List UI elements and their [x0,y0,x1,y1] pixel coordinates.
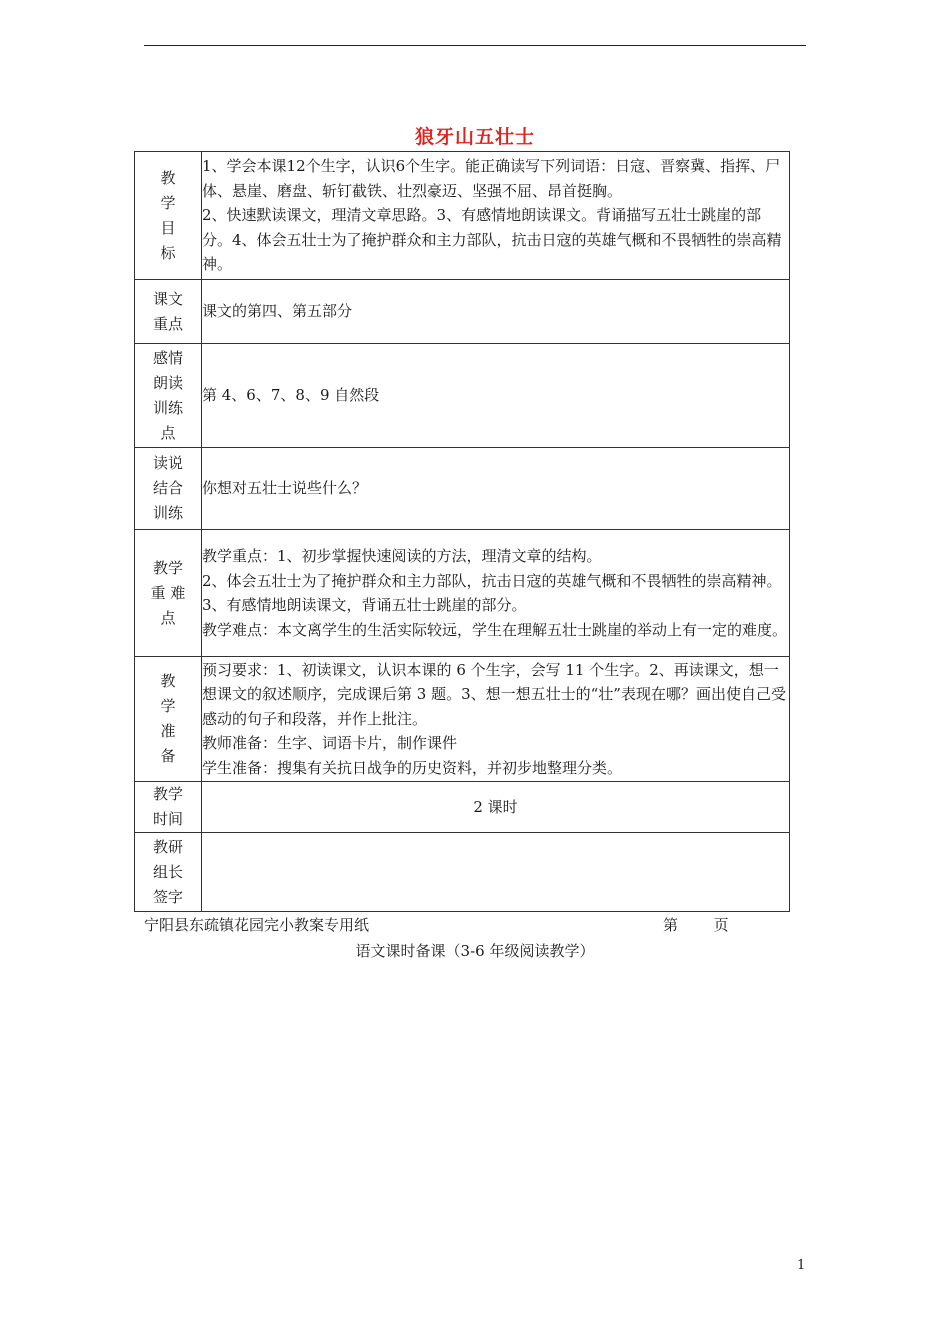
table-row [135,782,790,833]
paragraph: 2 课时 [473,797,518,816]
paragraph: 教师准备：生字、词语卡片，制作课件 [202,734,458,753]
header-rule [144,45,806,46]
paragraph: 1、学会本课12个生字，认识6个生字。能正确读写下列词语：日寇、晋察冀、指挥、尸体、悬崖、磨盘、斩钉截铁、壮烈豪迈、坚强不屈、昂首挺胸。 [202,157,781,200]
footer-page-label [663,914,729,935]
signature-cell [202,833,790,912]
paragraph: 2、快速默读课文，理清文章思路。3、有感情地朗读课文。背诵描写五壮士跳崖的部分。4、体会五壮士为了掩护群众和主力部队，抗击日寇的英雄气概和不畏牺牲的崇高精神。 [202,206,782,274]
paragraph: 预习要求：1、初读课文，认识本课的 6 个生字，会写 11 个生字。2、再读课文，想一想课文的叙述顺序，完成课后第 3 题。3、想一想五壮士的“壮”表现在哪？画出使自己受感动的句子和段落，并作上批注。 [202,660,786,728]
paragraph: 教学重点：1、初步掌握快速阅读的方法，理清文章的结构。 [202,547,602,565]
row-label: 教 学 目 标 [135,152,202,280]
paragraph: 教学难点：本文离学生的生活实际较远，学生在理解五壮士跳崖的举动上有一定的难度。 [202,620,788,639]
paragraph: 课文的第四、第五部分 [202,302,353,321]
table-row [135,833,790,912]
table-row [135,448,790,530]
row-label: 课文 重点 [135,280,202,344]
footer-school: 宁阳县东疏镇花园完小教案专用纸 [144,916,370,934]
paragraph: 学生准备：搜集有关抗日战争的历史资料，并初步地整理分类。 [202,758,623,777]
row-content [202,448,790,530]
table-row [135,280,790,344]
paragraph: 你想对五壮士说些什么？ [202,479,368,498]
row-content [202,782,790,833]
table-row [135,344,790,448]
page-title: 狼牙山五壮士 [414,126,535,148]
lesson-plan-table [134,151,790,912]
row-label: 感情 朗读 训练 点 [135,344,202,448]
row-content [202,657,790,782]
row-label: 教学 重 难 点 [135,530,202,657]
footer-subtitle: 语文课时备课（3-6 年级阅读教学） [355,942,595,960]
row-label: 教 学 准 备 [135,657,202,782]
footer-page-word-2: 页 [713,916,729,934]
row-content [202,280,790,344]
footer-page-word-1: 第 [663,916,679,934]
row-label: 教研 组长 签字 [135,833,202,912]
table-row [135,152,790,280]
row-content [202,152,790,280]
paragraph: 2、体会五壮士为了掩护群众和主力部队，抗击日寇的英雄气概和不畏牺牲的崇高精神。3、有感情地朗读课文，背诵五壮士跳崖的部分。 [202,571,782,614]
paragraph: 第 4、6、7、8、9 自然段 [202,386,380,405]
row-content [202,344,790,448]
row-label: 读说 结合 训练 [135,448,202,530]
table-row [135,530,790,657]
row-label: 教学 时间 [135,782,202,833]
row-content [202,530,790,657]
page-number: 1 [797,1258,806,1273]
table-row [135,657,790,782]
